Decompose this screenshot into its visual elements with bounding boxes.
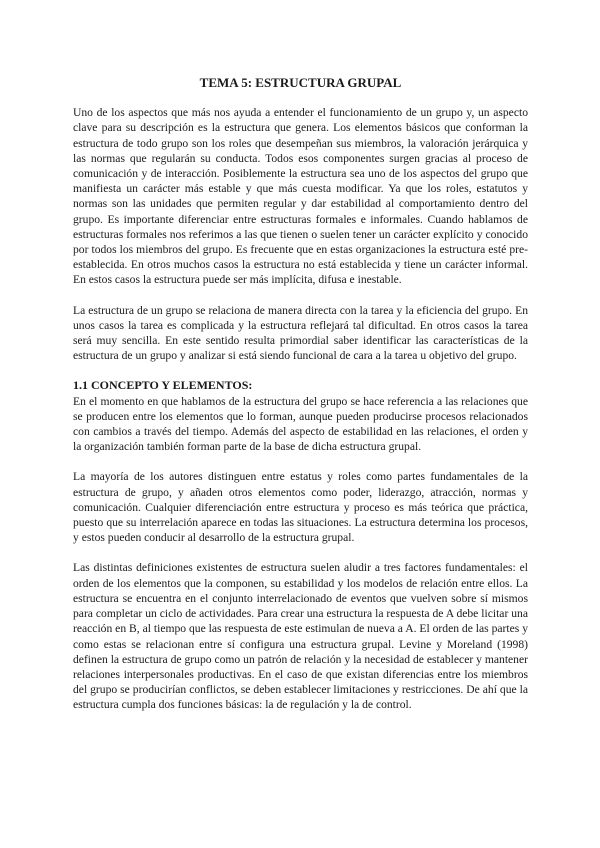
intro-paragraph-2: La estructura de un grupo se relaciona de manera directa con la tarea y la eficiencia del grupo. En unos casos la tarea es complicada y la estructura reflejará tal dificultad. En otros casos la tarea será muy sencilla. En este sentido resulta primordial saber identificar las características de la estructura de un grupo y analizar si está siendo funcional de cara a la tarea u objetivo del grupo.: [73, 303, 528, 363]
section-paragraph-2: La mayoría de los autores distinguen entre estatus y roles como partes fundamentales de la estructura de grupo, y añaden otros elementos como poder, liderazgo, atracción, normas y comunicación. Cualquier diferenciación entre estructura y proceso es más teórica que práctica, puesto que su interrelación aparece en todas las situaciones. La estructura determina los procesos, y estos pueden conducir al desarrollo de la estructura grupal.: [73, 470, 528, 545]
section-paragraph-1: En el momento en que hablamos de la estructura del grupo se hace referencia a las relaciones que se producen entre los elementos que lo forman, aunque pueden producirse procesos relacionados con cambios a través del tiempo. Además del aspecto de estabilidad en las relaciones, el orden y la organización también forman parte de la base de dicha estructura grupal.: [73, 394, 528, 454]
section-paragraph-3: Las distintas definiciones existentes de estructura suelen aludir a tres factores fundamentales: el orden de los elementos que la componen, su estabilidad y los modelos de relación entre ellos. La estructura se encuentra en el conjunto interrelacionado de eventos que vuelven sobre sí mismos para completar un ciclo de actividades. Para crear una estructura la respuesta de A debe licitar una reacción en B, al tiempo que las respuesta de este estimulan de nueva a A. El orden de las partes y como estas se relacionan entre sí configura una estructura grupal. Levine y Moreland (1998) definen la estructura de grupo como un patrón de relación y la necesidad de establecer y mantener relaciones interpersonales productivas. En el caso de que existan diferencias entre los miembros del grupo se producirían conflictos, se deben establecer limitaciones y restricciones. De ahí que la estructura cumpla dos funciones básicas: la de regulación y la de control.: [73, 561, 528, 712]
document-page: [73, 68, 528, 728]
intro-paragraph-1: Uno de los aspectos que más nos ayuda a entender el funcionamiento de un grupo y, un aspecto clave para su descripción es la estructura que genera. Los elementos básicos que conforman la estructura de todo grupo son los roles que desempeñan sus miembros, la valoración jerárquica y las normas que regularán su conducta. Todos esos componentes surgen gracias al proceso de comunicación y de interacción. Posiblemente la estructura sea uno de los aspectos del grupo que manifiesta un carácter más estable y que más cuesta modificar. Ya que los roles, estatutos y normas son las unidades que permiten regular y dar estabilidad al comportamiento dentro del grupo. Es importante diferenciar entre estructuras formales e informales. Cuando hablamos de estructuras formales nos referimos a las que tienen o suelen tener un carácter explícito y conocido por todos los miembros del grupo. Es frecuente que en estas organizaciones la estructura esté pre-establecida. En otros muchos casos la estructura no está establecida y tiene un carácter informal. En estos casos la estructura puede ser más implícita, difusa e inestable.: [73, 106, 528, 287]
document-title: TEMA 5: ESTRUCTURA GRUPAL: [199, 75, 402, 90]
section-heading: 1.1 CONCEPTO Y ELEMENTOS:: [73, 378, 253, 393]
